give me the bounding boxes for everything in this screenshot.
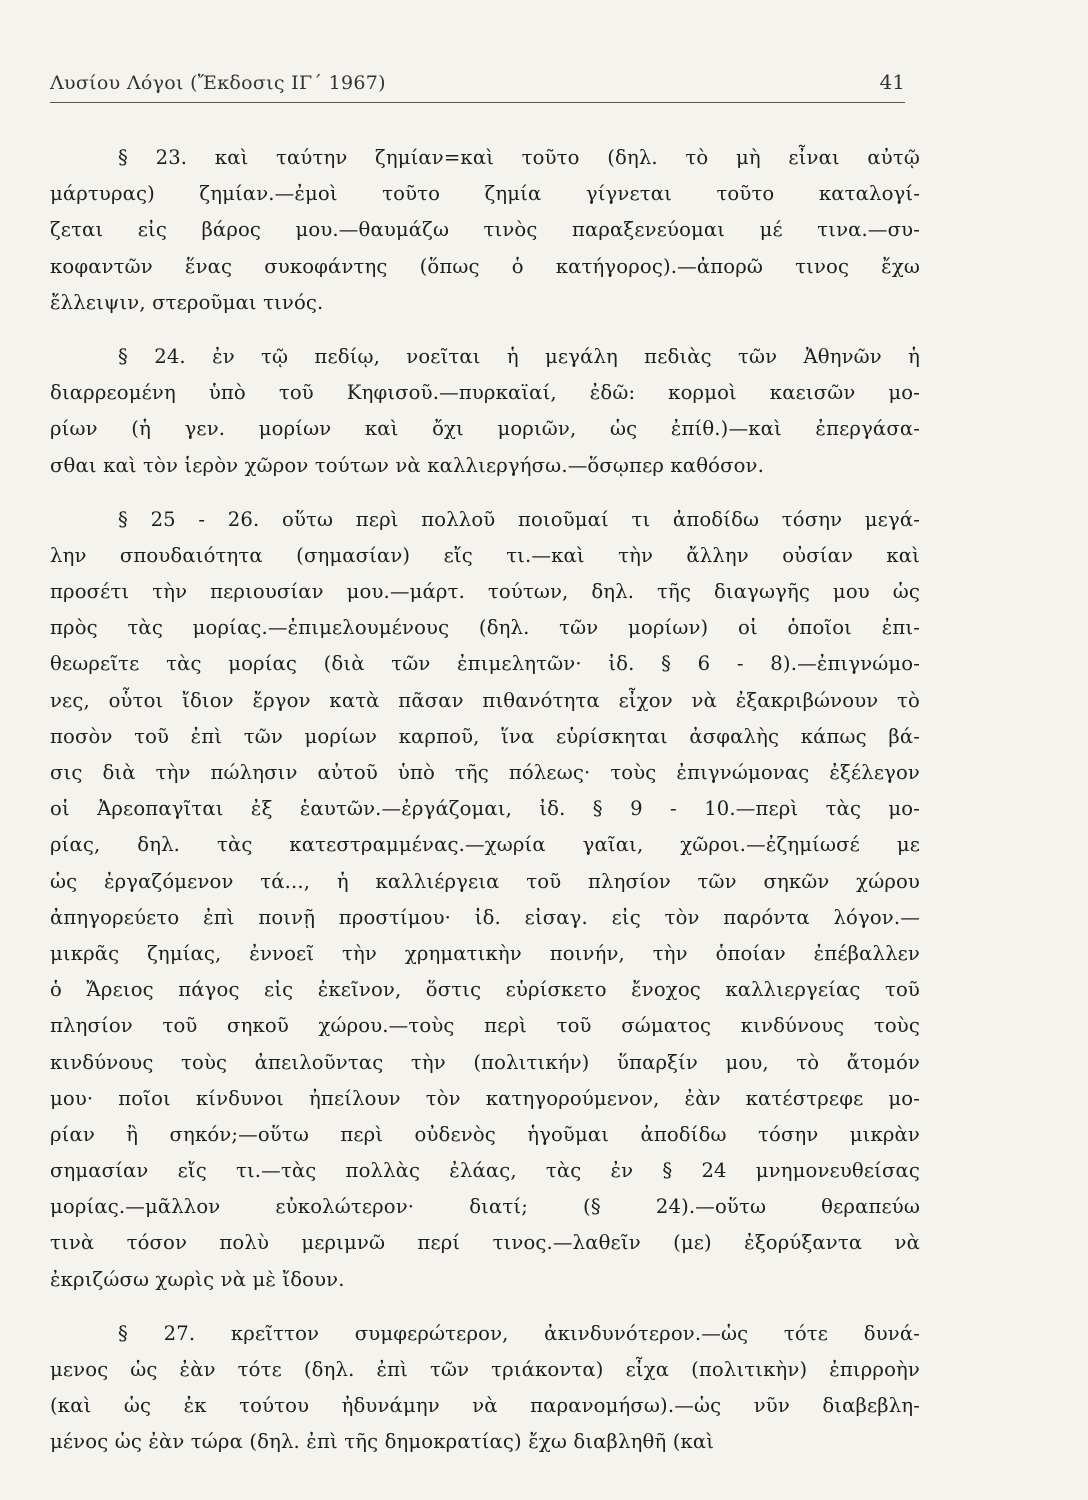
running-title: Λυσίου Λόγοι (Ἔκδοσις ΙΓ΄ 1967) xyxy=(50,72,386,94)
text-line: προσέτι τὴν περιουσίαν μου.—μάρτ. τούτων, δηλ. τῆς διαγωγῆς μου ὡς xyxy=(50,580,920,604)
text-line: κινδύνους τοὺς ἀπειλοῦντας τὴν (πολιτικήν) ὕπαρξίν μου, τὸ ἄτομόν xyxy=(50,1050,920,1074)
text-line: σημασίαν εἴς τι.—τὰς πολλὰς ἐλάας, τὰς ἐν § 24 μνημονευθείσας xyxy=(50,1159,920,1183)
text-line: ὁ Ἄρειος πάγος εἰς ἐκεῖνον, ὅστις εὑρίσκετο ἔνοχος καλλιεργείας τοῦ xyxy=(50,978,920,1002)
commentary-paragraph xyxy=(50,1316,920,1461)
text-line: οἱ Ἀρεοπαγῖται ἐξ ἑαυτῶν.—ἐργάζομαι, ἰδ. § 9 - 10.—περὶ τὰς μο- xyxy=(50,797,920,821)
text-line: ἐκριζώσω χωρὶς νὰ μὲ ἴδουν. xyxy=(50,1267,345,1291)
commentary-paragraph xyxy=(50,339,920,484)
text-line: πλησίον τοῦ σηκοῦ χώρου.—τοὺς περὶ τοῦ σώματος κινδύνους τοὺς xyxy=(50,1014,920,1038)
text-line: ἔλλειψιν, στεροῦμαι τινός. xyxy=(50,290,324,314)
text-line: § 24. ἐν τῷ πεδίῳ, νοεῖται ἡ μεγάλη πεδιὰς τῶν Ἀθηνῶν ἡ xyxy=(118,344,920,368)
text-line: πρὸς τὰς μορίας.—ἐπιμελουμένους (δηλ. τῶν μορίων) οἱ ὁποῖοι ἐπι- xyxy=(50,616,920,640)
commentary-paragraph xyxy=(50,140,920,321)
text-line: μορίας.—μᾶλλον εὐκολώτερον· διατί; (§ 24).—οὕτω θεραπεύω xyxy=(50,1195,920,1219)
running-header xyxy=(50,70,905,103)
page-number: 41 xyxy=(879,70,905,94)
commentary-body xyxy=(50,140,920,1461)
text-line: μου· ποῖοι κίνδυνοι ἠπείλουν τὸν κατηγορούμενον, ἐὰν κατέστρεφε μο- xyxy=(50,1086,920,1110)
text-line: μάρτυρας) ζημίαν.—ἐμοὶ τοῦτο ζημία γίγνεται τοῦτο καταλογί- xyxy=(50,182,920,206)
commentary-paragraph xyxy=(50,502,920,1298)
text-line: θεωρεῖτε τὰς μορίας (διὰ τῶν ἐπιμελητῶν· ἰδ. § 6 - 8).—ἐπιγνώμο- xyxy=(50,652,920,676)
text-line: μένος ὡς ἐὰν τώρα (δηλ. ἐπὶ τῆς δημοκρατίας) ἔχω διαβληθῆ (καὶ xyxy=(50,1430,715,1454)
text-line: μικρᾶς ζημίας, ἐννοεῖ τὴν χρηματικὴν ποινήν, τὴν ὁποίαν ἐπέβαλλεν xyxy=(50,941,920,965)
text-line: διαρρεομένη ὑπὸ τοῦ Κηφισοῦ.—πυρκαϊαί, ἐδῶ: κορμοὶ καεισῶν μο- xyxy=(50,381,920,405)
text-line: νες, οὗτοι ἴδιον ἔργον κατὰ πᾶσαν πιθανότητα εἶχον νὰ ἐξακριβώνουν τὸ xyxy=(50,688,920,712)
text-line: ζεται εἰς βάρος μου.—θαυμάζω τινὸς παραξενεύομαι μέ τινα.—συ- xyxy=(50,218,920,242)
text-line: § 25 - 26. οὕτω περὶ πολλοῦ ποιοῦμαί τι ἀποδίδω τόσην μεγά- xyxy=(118,507,920,531)
text-line: ρίαν ἢ σηκόν;—οὕτω περὶ οὐδενὸς ἡγοῦμαι ἀποδίδω τόσην μικρὰν xyxy=(50,1122,920,1146)
text-line: λην σπουδαιότητα (σημασίαν) εἴς τι.—καὶ τὴν ἄλλην οὐσίαν καὶ xyxy=(50,543,920,567)
text-line: (καὶ ὡς ἐκ τούτου ἠδυνάμην νὰ παρανομήσω).—ὡς νῦν διαβεβλη- xyxy=(50,1394,920,1418)
text-line: μενος ὡς ἐὰν τότε (δηλ. ἐπὶ τῶν τριάκοντα) εἶχα (πολιτικὴν) ἐπιρροὴν xyxy=(50,1358,920,1381)
text-line: ὡς ἐργαζόμενον τά..., ἡ καλλιέργεια τοῦ πλησίον τῶν σηκῶν χώρου xyxy=(50,869,920,893)
text-line: σθαι καὶ τὸν ἱερὸν χῶρον τούτων νὰ καλλιεργήσω.—ὅσῳπερ καθόσον. xyxy=(50,453,764,477)
text-line: ρίας, δηλ. τὰς κατεστραμμένας.—χωρία γαῖαι, χῶροι.—ἐζημίωσέ με xyxy=(50,833,920,857)
text-line: § 27. κρεῖττον συμφερώτερον, ἀκινδυνότερον.—ὡς τότε δυνά- xyxy=(118,1321,920,1345)
text-line: ἀπηγορεύετο ἐπὶ ποινῇ προστίμου· ἰδ. εἰσαγ. εἰς τὸν παρόντα λόγον.— xyxy=(50,905,920,929)
text-line: τινὰ τόσον πολὺ μεριμνῶ περί τινος.—λαθεῖν (με) ἐξορύξαντα νὰ xyxy=(50,1231,920,1255)
text-line: § 23. καὶ ταύτην ζημίαν=καὶ τοῦτο (δηλ. τὸ μὴ εἶναι αὐτῷ xyxy=(118,146,920,169)
text-line: σις διὰ τὴν πώλησιν αὐτοῦ ὑπὸ τῆς πόλεως· τοὺς ἐπιγνώμονας ἐξέλεγον xyxy=(50,761,920,784)
text-line: ρίων (ἡ γεν. μορίων καὶ ὄχι μοριῶν, ὡς ἐπίθ.)—καὶ ἐπεργάσα- xyxy=(50,417,920,441)
text-line: ποσὸν τοῦ ἐπὶ τῶν μορίων καρποῦ, ἵνα εὑρίσκηται ἀσφαλὴς κάπως βά- xyxy=(50,724,920,748)
text-line: κοφαντῶν ἕνας συκοφάντης (ὅπως ὁ κατήγορος).—ἀπορῶ τινος ἔχω xyxy=(50,254,920,278)
